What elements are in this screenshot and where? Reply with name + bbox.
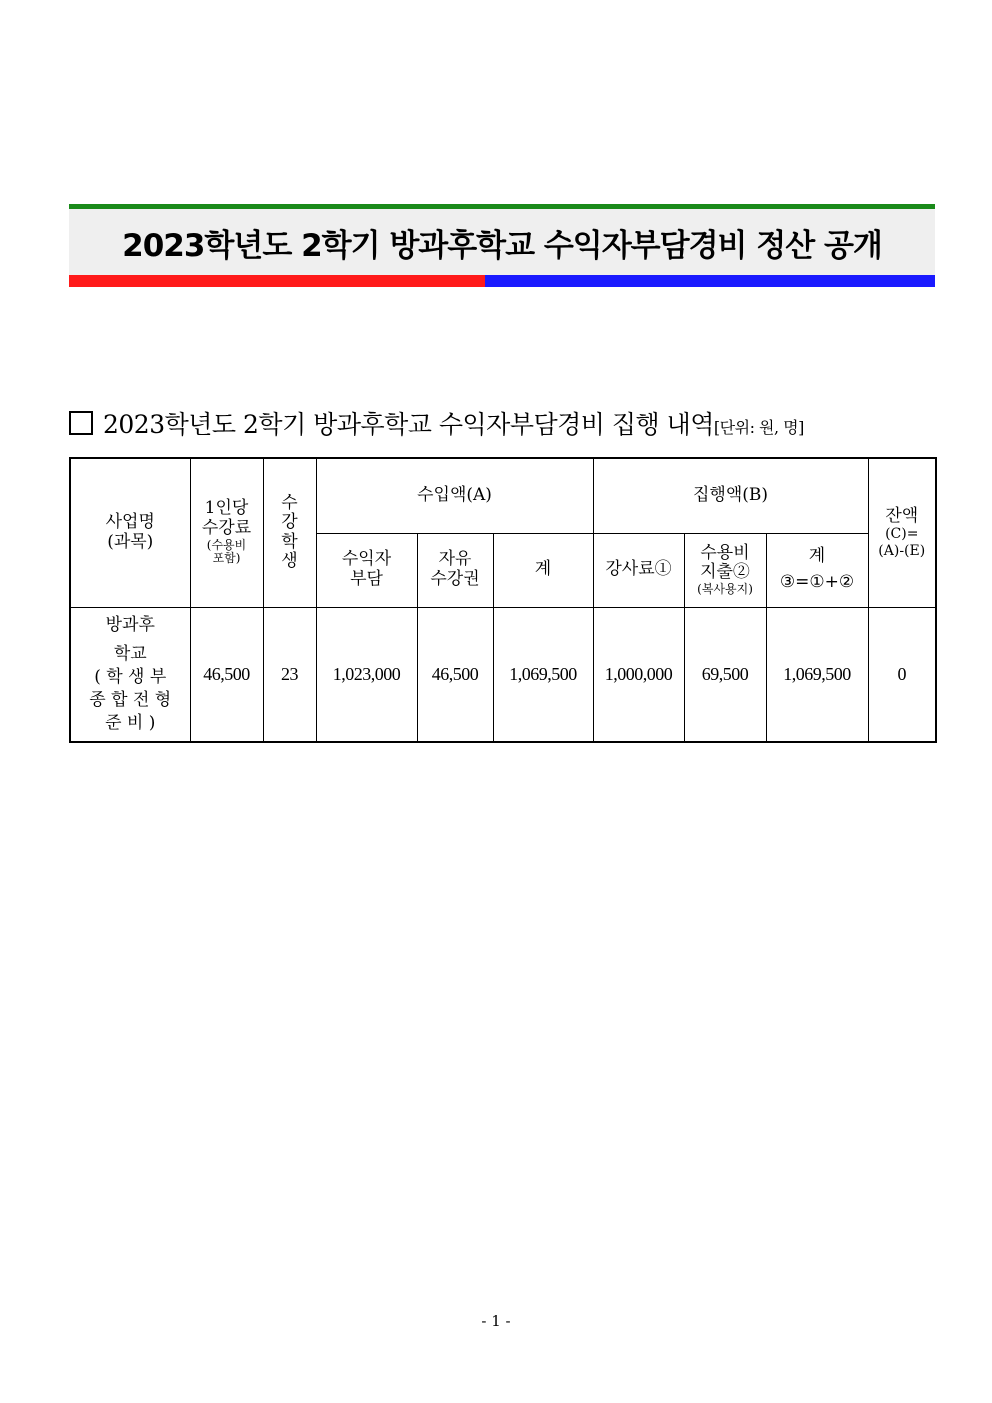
header-expense-total-line2: ③=①+② — [779, 572, 855, 592]
header-balance-line1: 잔액 — [885, 505, 919, 526]
row-fee: 46,500 — [190, 607, 263, 742]
header-expense-supply-line2: 지출② — [700, 562, 750, 583]
header-students-c2: 강 — [281, 512, 298, 533]
header-balance-line3: (A)-(E) — [878, 542, 926, 559]
header-students-c3: 학 — [281, 531, 298, 552]
row-program-line1: 방과후 — [105, 614, 155, 635]
header-students-c1: 수 — [281, 492, 298, 513]
header-fee-line2: 수강료 — [201, 517, 252, 538]
header-fee-note-line1: (수용비 — [206, 537, 247, 552]
header-expense-total — [766, 533, 868, 607]
row-program — [70, 607, 190, 742]
header-income-total: 계 — [493, 533, 593, 607]
checkbox-square-icon — [69, 411, 93, 435]
header-expense-supply — [684, 533, 766, 607]
header-income-user — [316, 533, 417, 607]
header-income-user-line1: 수익자 — [341, 549, 392, 570]
header-balance — [868, 458, 936, 607]
header-students — [263, 458, 316, 607]
header-expense: 집행액(B) — [593, 458, 868, 533]
row-program-line2: 학교 — [113, 643, 147, 664]
header-fee — [190, 458, 263, 607]
row-income-total: 1,069,500 — [493, 607, 593, 742]
row-expense-supply: 69,500 — [684, 607, 766, 742]
header-expense-supply-note: (복사용지) — [697, 581, 753, 596]
page-title: 2023학년도 2학기 방과후학교 수익자부담경비 정산 공개 — [69, 209, 935, 275]
header-program-line2: (과목) — [107, 531, 154, 552]
header-expense-total-line1: 계 — [808, 546, 826, 567]
section-title: 2023학년도 2학기 방과후학교 수익자부담경비 집행 내역 — [103, 410, 714, 439]
row-students: 23 — [263, 607, 316, 742]
row-program-line5: 준 비 ) — [105, 712, 156, 733]
row-program-line3: ( 학 생 부 — [94, 666, 167, 687]
header-balance-line2: (C)= — [885, 526, 919, 543]
row-expense-lecture: 1,000,000 — [593, 607, 684, 742]
header-income-user-line2: 부담 — [350, 569, 383, 589]
header-income: 수입액(A) — [316, 458, 593, 533]
page-number: - 1 - — [481, 1312, 511, 1330]
header-expense-supply-line1: 수용비 — [700, 542, 750, 563]
header-income-voucher — [417, 533, 493, 607]
header-fee-line1: 1인당 — [204, 498, 249, 519]
blue-stripe — [485, 275, 935, 287]
header-income-voucher-line1: 자유 — [438, 549, 472, 570]
header-students-c4: 생 — [281, 551, 298, 572]
title-bottom-stripes — [69, 275, 935, 287]
data-row — [70, 607, 936, 742]
section-heading — [69, 405, 804, 441]
row-income-user: 1,023,000 — [316, 607, 417, 742]
unit-note: [단위: 원, 명] — [713, 418, 804, 437]
expense-table — [69, 457, 937, 743]
header-row-1 — [70, 458, 936, 533]
row-expense-total: 1,069,500 — [766, 607, 868, 742]
header-fee-note-line2: 포함) — [212, 551, 241, 566]
header-expense-lecture: 강사료① — [593, 533, 684, 607]
row-balance: 0 — [868, 607, 936, 742]
row-income-voucher: 46,500 — [417, 607, 493, 742]
row-program-line4: 종 합 전 형 — [89, 689, 172, 710]
red-stripe — [69, 275, 485, 287]
header-income-voucher-line2: 수강권 — [430, 569, 480, 589]
header-program-line1: 사업명 — [105, 512, 155, 533]
header-program — [70, 458, 190, 607]
title-banner — [69, 204, 935, 287]
